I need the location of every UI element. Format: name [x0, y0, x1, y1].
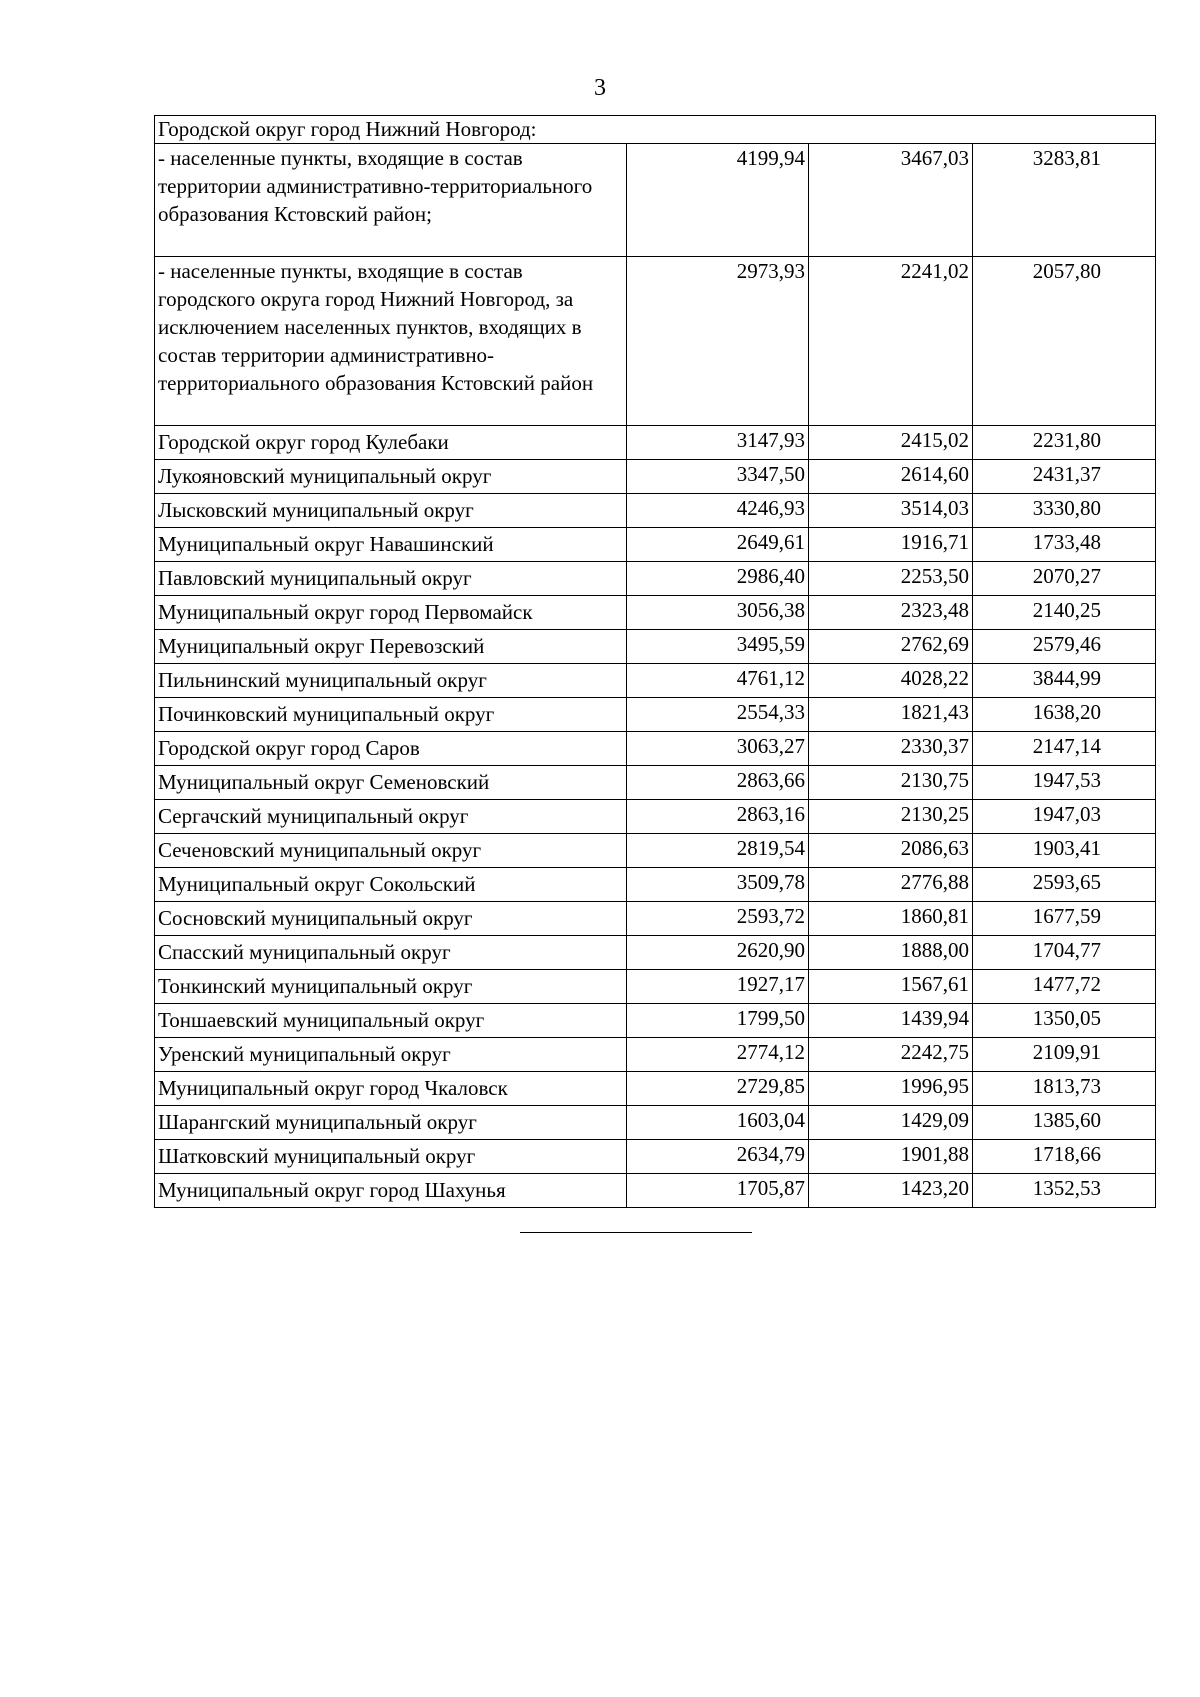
row-value-3-cell: 1947,03 [973, 800, 1156, 834]
row-value-2-cell: 2762,69 [809, 630, 973, 664]
row-name-cell: Спасский муниципальный округ [155, 936, 627, 970]
row-value-2-cell: 2776,88 [809, 868, 973, 902]
header-cell: Городской округ город Нижний Новгород: [155, 116, 1156, 144]
end-divider-line [520, 1232, 752, 1233]
row-value-3-cell: 1947,53 [973, 766, 1156, 800]
row-value-3-cell: 3330,80 [973, 494, 1156, 528]
row-name-cell: Шатковский муниципальный округ [155, 1140, 627, 1174]
row-name-cell: Уренский муниципальный округ [155, 1038, 627, 1072]
row-value-1-cell: 3147,93 [627, 426, 809, 460]
table-row [155, 630, 1156, 664]
table-row [155, 426, 1156, 460]
row-value-1-cell: 2774,12 [627, 1038, 809, 1072]
row-value-3-cell: 1718,66 [973, 1140, 1156, 1174]
row-value-1-cell: 2620,90 [627, 936, 809, 970]
table-row [155, 1106, 1156, 1140]
row-value-1-cell: 4246,93 [627, 494, 809, 528]
row-value-3-cell: 1385,60 [973, 1106, 1156, 1140]
table-row [155, 1072, 1156, 1106]
table-row [155, 800, 1156, 834]
row-value-2-cell: 3514,03 [809, 494, 973, 528]
row-value-3-cell: 2070,27 [973, 562, 1156, 596]
table-row [155, 902, 1156, 936]
row-value-2-cell: 2323,48 [809, 596, 973, 630]
row-value-2-cell: 1429,09 [809, 1106, 973, 1140]
row-value-3-cell: 2140,25 [973, 596, 1156, 630]
row-name-cell: Тонкинский муниципальный округ [155, 970, 627, 1004]
row-value-3-cell: 2147,14 [973, 732, 1156, 766]
row-name-cell: Городской округ город Саров [155, 732, 627, 766]
table-row [155, 868, 1156, 902]
table-row [155, 596, 1156, 630]
row-value-2-cell: 3467,03 [809, 144, 973, 257]
row-name-cell: Тоншаевский муниципальный округ [155, 1004, 627, 1038]
row-value-3-cell: 1733,48 [973, 528, 1156, 562]
row-name-cell: Пильнинский муниципальный округ [155, 664, 627, 698]
row-value-1-cell: 2593,72 [627, 902, 809, 936]
row-value-2-cell: 2130,25 [809, 800, 973, 834]
row-value-3-cell: 1477,72 [973, 970, 1156, 1004]
row-value-3-cell: 2109,91 [973, 1038, 1156, 1072]
row-value-2-cell: 1996,95 [809, 1072, 973, 1106]
row-value-3-cell: 1704,77 [973, 936, 1156, 970]
row-value-1-cell: 4761,12 [627, 664, 809, 698]
row-value-1-cell: 2554,33 [627, 698, 809, 732]
table-row [155, 494, 1156, 528]
tariff-table [154, 115, 1156, 1208]
row-value-2-cell: 1888,00 [809, 936, 973, 970]
row-value-3-cell: 1352,53 [973, 1174, 1156, 1208]
table-row [155, 562, 1156, 596]
row-value-1-cell: 1705,87 [627, 1174, 809, 1208]
row-value-2-cell: 1860,81 [809, 902, 973, 936]
table-row [155, 1004, 1156, 1038]
row-value-2-cell: 2130,75 [809, 766, 973, 800]
row-value-2-cell: 2614,60 [809, 460, 973, 494]
row-name-cell: Сеченовский муниципальный округ [155, 834, 627, 868]
row-name-cell: Павловский муниципальный округ [155, 562, 627, 596]
row-value-2-cell: 2415,02 [809, 426, 973, 460]
row-value-2-cell: 4028,22 [809, 664, 973, 698]
row-value-1-cell: 3495,59 [627, 630, 809, 664]
row-value-1-cell: 3056,38 [627, 596, 809, 630]
table-row [155, 460, 1156, 494]
row-value-2-cell: 2253,50 [809, 562, 973, 596]
table-row [155, 528, 1156, 562]
row-name-cell: Муниципальный округ город Шахунья [155, 1174, 627, 1208]
row-value-2-cell: 1567,61 [809, 970, 973, 1004]
table-row [155, 834, 1156, 868]
row-value-1-cell: 4199,94 [627, 144, 809, 257]
row-value-2-cell: 2241,02 [809, 257, 973, 426]
table-row [155, 766, 1156, 800]
row-value-1-cell: 2973,93 [627, 257, 809, 426]
row-name-cell: Муниципальный округ Навашинский [155, 528, 627, 562]
row-name-cell: Муниципальный округ город Первомайск [155, 596, 627, 630]
row-value-1-cell: 2986,40 [627, 562, 809, 596]
row-value-3-cell: 1813,73 [973, 1072, 1156, 1106]
row-value-2-cell: 1916,71 [809, 528, 973, 562]
table-row [155, 664, 1156, 698]
row-value-3-cell: 1677,59 [973, 902, 1156, 936]
row-value-1-cell: 2649,61 [627, 528, 809, 562]
row-name-cell: Муниципальный округ Сокольский [155, 868, 627, 902]
row-value-1-cell: 3347,50 [627, 460, 809, 494]
row-value-3-cell: 2593,65 [973, 868, 1156, 902]
row-value-1-cell: 3063,27 [627, 732, 809, 766]
row-name-cell: - населенные пункты, входящие в состав городского округа город Нижний Новгород, за исключением населенных пунктов, входящих в состав территории административно-территориального образования Кстовский район [155, 257, 627, 426]
row-name-cell: Починковский муниципальный округ [155, 698, 627, 732]
row-value-1-cell: 2729,85 [627, 1072, 809, 1106]
row-value-3-cell: 1350,05 [973, 1004, 1156, 1038]
row-value-1-cell: 1603,04 [627, 1106, 809, 1140]
row-value-3-cell: 3283,81 [973, 144, 1156, 257]
row-value-2-cell: 1901,88 [809, 1140, 973, 1174]
table-row [155, 1038, 1156, 1072]
row-name-cell: Муниципальный округ Семеновский [155, 766, 627, 800]
row-name-cell: Муниципальный округ Перевозский [155, 630, 627, 664]
row-name-cell: Муниципальный округ город Чкаловск [155, 1072, 627, 1106]
table-row [155, 144, 1156, 257]
row-value-3-cell: 1638,20 [973, 698, 1156, 732]
row-value-3-cell: 2231,80 [973, 426, 1156, 460]
row-value-1-cell: 2863,66 [627, 766, 809, 800]
row-value-1-cell: 3509,78 [627, 868, 809, 902]
row-value-2-cell: 1439,94 [809, 1004, 973, 1038]
page-number: 3 [594, 75, 606, 101]
table-row [155, 936, 1156, 970]
table-row [155, 257, 1156, 426]
table-row [155, 970, 1156, 1004]
table-body [155, 116, 1156, 1208]
row-value-3-cell: 3844,99 [973, 664, 1156, 698]
row-name-cell: Шарангский муниципальный округ [155, 1106, 627, 1140]
table-row [155, 1174, 1156, 1208]
row-value-1-cell: 2634,79 [627, 1140, 809, 1174]
row-value-1-cell: 2819,54 [627, 834, 809, 868]
table-row [155, 1140, 1156, 1174]
row-value-3-cell: 2579,46 [973, 630, 1156, 664]
row-value-2-cell: 1821,43 [809, 698, 973, 732]
row-value-2-cell: 1423,20 [809, 1174, 973, 1208]
table-row [155, 732, 1156, 766]
row-name-cell: Сосновский муниципальный округ [155, 902, 627, 936]
row-value-1-cell: 1799,50 [627, 1004, 809, 1038]
row-name-cell: - населенные пункты, входящие в состав территории административно-территориального образования Кстовский район; [155, 144, 627, 257]
row-value-3-cell: 2057,80 [973, 257, 1156, 426]
row-name-cell: Лысковский муниципальный округ [155, 494, 627, 528]
row-value-3-cell: 2431,37 [973, 460, 1156, 494]
row-value-1-cell: 1927,17 [627, 970, 809, 1004]
row-name-cell: Сергачский муниципальный округ [155, 800, 627, 834]
row-name-cell: Городской округ город Кулебаки [155, 426, 627, 460]
row-value-2-cell: 2086,63 [809, 834, 973, 868]
row-value-1-cell: 2863,16 [627, 800, 809, 834]
table-row [155, 698, 1156, 732]
row-value-2-cell: 2242,75 [809, 1038, 973, 1072]
row-value-2-cell: 2330,37 [809, 732, 973, 766]
row-value-3-cell: 1903,41 [973, 834, 1156, 868]
row-name-cell: Лукояновский муниципальный округ [155, 460, 627, 494]
table-header-row [155, 116, 1156, 144]
